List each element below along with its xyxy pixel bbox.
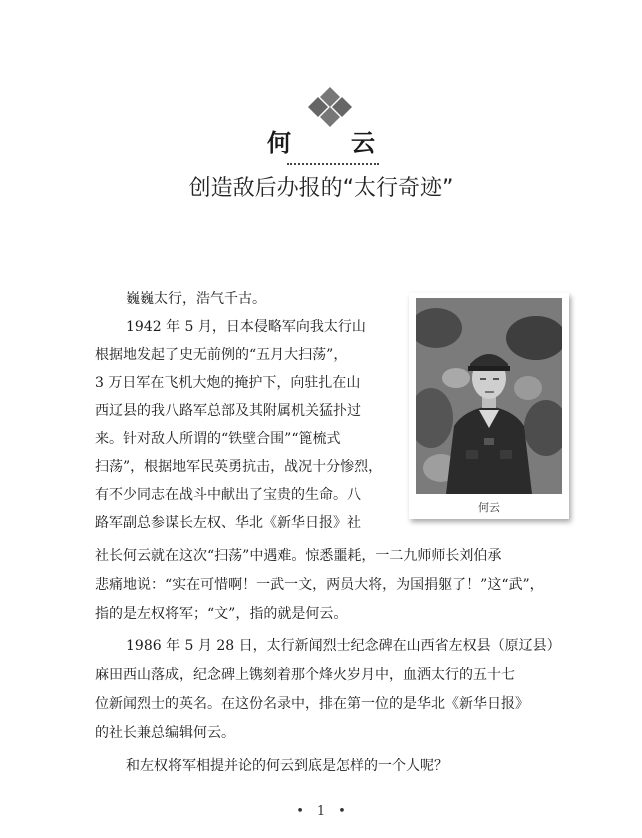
paragraph-line: 3 万日军在飞机大炮的掩护下，向驻扎在山 [95,375,361,391]
paragraph-line: 路军副总参谋长左权、华北《新华日报》社 [95,515,361,531]
paragraph-line: 扫荡”，根据地军民英勇抗击，战况十分惨烈， [95,459,383,475]
paragraph-line: 社长何云就在这次“扫荡”中遇难。惊悉噩耗，一二九师师长刘伯承 [95,548,502,564]
portrait-photo [416,298,562,494]
chapter-subtitle: 创造敌后办报的“太行奇迹” [188,176,454,201]
paragraph-line: 来。针对敌人所谓的“铁壁合围”“篦梳式 [95,431,341,447]
paragraph-line: 西辽县的我八路军总部及其附属机关猛扑过 [95,403,361,419]
paragraph-line: 1942 年 5 月，日本侵略军向我太行山 [126,319,366,335]
chapter-title: 何 云 [267,129,393,157]
paragraph-line: 巍巍太行，浩气千古。 [126,291,266,307]
paragraph-line: 和左权将军相提并论的何云到底是怎样的一个人呢？ [126,758,448,774]
portrait-figure [409,293,569,519]
title-divider [287,163,379,165]
paragraph-line: 根据地发起了史无前例的“五月大扫荡”， [95,347,348,363]
paragraph-line: 1986 年 5 月 28 日，太行新闻烈士纪念碑在山西省左权县（原辽县） [126,638,561,654]
paragraph-line: 指的是左权将军；“文”，指的就是何云。 [95,606,348,622]
photo-caption: 何云 [478,501,500,514]
page-number: • 1 • [296,804,346,819]
paragraph-line: 位新闻烈士的英名。在这份名录中，排在第一位的是华北《新华日报》 [95,696,529,712]
paragraph-line: 麻田西山落成，纪念碑上镌刻着那个烽火岁月中，血洒太行的五十七 [95,667,515,683]
paragraph-line: 的社长兼总编辑何云。 [95,725,235,741]
paragraph-line: 悲痛地说：“实在可惜啊！一武一文，两员大将，为国捐躯了！”这“武”， [95,577,544,593]
paragraph-line: 有不少同志在战斗中献出了宝贵的生命。八 [95,487,361,503]
diamond-ornament-icon [301,87,359,127]
